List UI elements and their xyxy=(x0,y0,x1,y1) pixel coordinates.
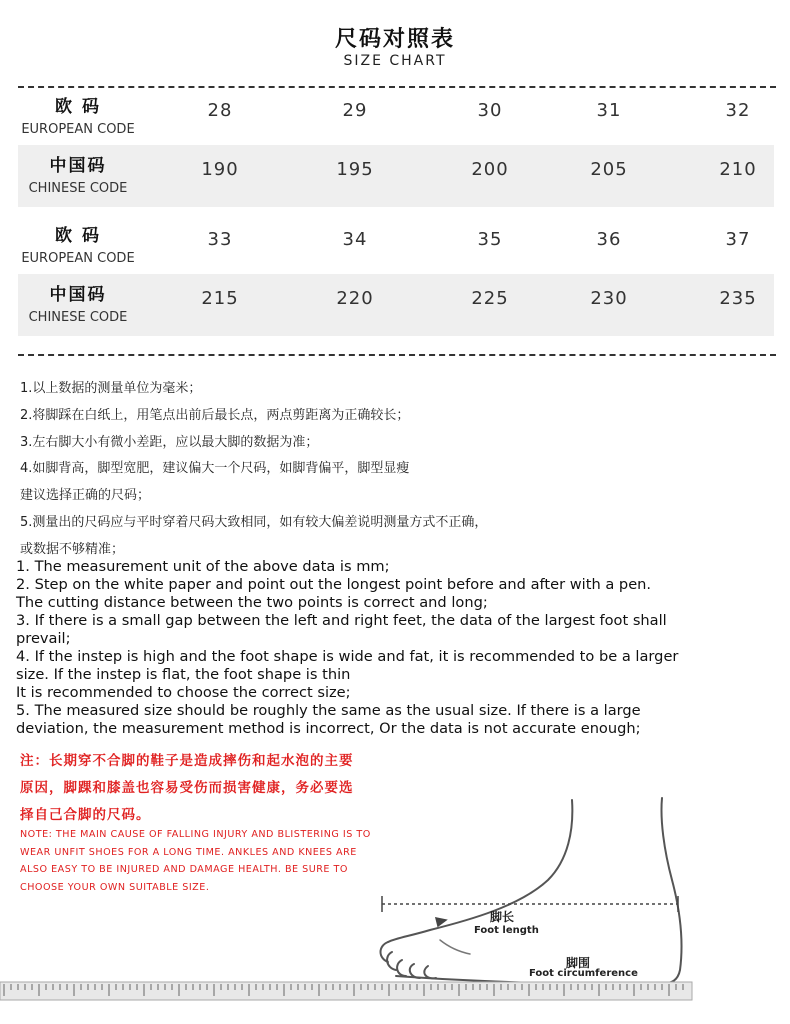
page-title: 尺码对照表 xyxy=(334,27,455,52)
note-line: size. If the instep is flat, the foot shape is thin xyxy=(16,666,351,683)
note-line: 1.以上数据的测量单位为毫米； xyxy=(20,381,202,396)
size-row-cn-1 xyxy=(18,145,774,207)
foot-illustration xyxy=(0,780,790,1024)
size-row-eu-1 xyxy=(18,86,774,148)
size-cell: 195 xyxy=(336,159,374,180)
warning-line: CHOOSE YOUR OWN SUITABLE SIZE. xyxy=(20,881,210,893)
note-line: prevail; xyxy=(16,630,71,647)
warning-line: 原因，脚踝和膝盖也容易受伤而损害健康，务必要选 xyxy=(20,780,354,796)
note-line: 2. Step on the white paper and point out the longest point before and after with a pen. xyxy=(16,576,652,593)
size-cell: 225 xyxy=(471,288,509,309)
foot-length-label-en: Foot length xyxy=(474,925,539,936)
note-line: 或数据不够精准； xyxy=(20,541,125,557)
size-cell: 37 xyxy=(725,229,751,250)
foot-length-label-cn: 脚长 xyxy=(490,910,515,924)
note-line: 4.如脚背高，脚型宽肥，建议偏大一个尺码，如脚背偏平，脚型显瘦 xyxy=(20,461,410,477)
ruler xyxy=(0,982,692,1000)
size-cell: 220 xyxy=(336,288,374,309)
note-line: 5. The measured size should be roughly the same as the usual size. If there is a large xyxy=(16,702,641,719)
notes-english xyxy=(16,558,776,738)
warning-line: ALSO EASY TO BE INJURED AND DAMAGE HEALTH. BE SURE TO xyxy=(20,864,348,876)
size-cell: 31 xyxy=(596,100,622,121)
row-header-cn: 欧 码 xyxy=(55,226,101,246)
warning-line: WEAR UNFIT SHOES FOR A LONG TIME. ANKLES AND KNEES ARE xyxy=(20,846,357,858)
page-subtitle: SIZE CHART xyxy=(343,53,447,69)
warning-line: 注：长期穿不合脚的鞋子是造成摔伤和起水泡的主要 xyxy=(20,753,354,769)
size-cell: 190 xyxy=(201,159,239,180)
size-cell: 33 xyxy=(207,229,233,250)
size-cell: 205 xyxy=(590,159,628,180)
size-cell: 29 xyxy=(342,100,368,121)
size-cell: 230 xyxy=(590,288,628,309)
row-header-en: EUROPEAN CODE xyxy=(21,122,135,137)
row-header-cn: 中国码 xyxy=(49,285,107,305)
note-line: 4. If the instep is high and the foot shape is wide and fat, it is recommended to be a larger xyxy=(16,648,679,665)
size-cell: 210 xyxy=(719,159,757,180)
notes-chinese xyxy=(20,376,770,564)
note-line: The cutting distance between the two points is correct and long; xyxy=(16,594,488,611)
warning-line: NOTE: THE MAIN CAUSE OF FALLING INJURY AND BLISTERING IS TO xyxy=(20,829,371,840)
size-cell: 34 xyxy=(342,229,368,250)
note-line: 1. The measurement unit of the above data is mm; xyxy=(16,558,390,575)
foot-circumference-label-cn: 脚围 xyxy=(566,956,591,970)
size-cell: 35 xyxy=(477,229,503,250)
foot-circumference-label-en: Foot circumference xyxy=(529,968,638,979)
size-cell: 28 xyxy=(207,100,233,121)
row-header-en: CHINESE CODE xyxy=(28,181,128,196)
row-header-en: EUROPEAN CODE xyxy=(21,251,135,266)
row-header-en: CHINESE CODE xyxy=(28,310,128,325)
size-cell: 36 xyxy=(596,229,622,250)
note-line: deviation, the measurement method is incorrect, Or the data is not accurate enough; xyxy=(16,720,641,737)
note-line: 2.将脚踩在白纸上，用笔点出前后最长点，两点剪距离为正确较长； xyxy=(20,407,410,423)
warning-line: 择自己合脚的尺码。 xyxy=(20,807,151,823)
note-line: 3.左右脚大小有微小差距，应以最大脚的数据为准； xyxy=(20,434,319,450)
bottom-divider xyxy=(18,354,776,356)
note-line: 3. If there is a small gap between the left and right feet, the data of the largest foot shall xyxy=(16,612,667,629)
note-line: 5.测量出的尺码应与平时穿着尺码大致相同，如有较大偏差说明测量方式不正确， xyxy=(20,514,488,530)
size-cell: 200 xyxy=(471,159,509,180)
size-cell: 32 xyxy=(725,100,751,121)
note-line: It is recommended to choose the correct size; xyxy=(16,684,351,701)
size-row-cn-2 xyxy=(18,274,774,336)
size-cell: 30 xyxy=(477,100,503,121)
note-line: 建议选择正确的尺码； xyxy=(20,488,151,504)
size-row-eu-2 xyxy=(18,215,774,277)
size-cell: 235 xyxy=(719,288,757,309)
foot-top-outline xyxy=(388,800,572,942)
size-cell: 215 xyxy=(201,288,239,309)
foot-heel-outline xyxy=(660,798,682,984)
row-header-cn: 中国码 xyxy=(49,156,107,176)
row-header-cn: 欧 码 xyxy=(55,97,101,117)
